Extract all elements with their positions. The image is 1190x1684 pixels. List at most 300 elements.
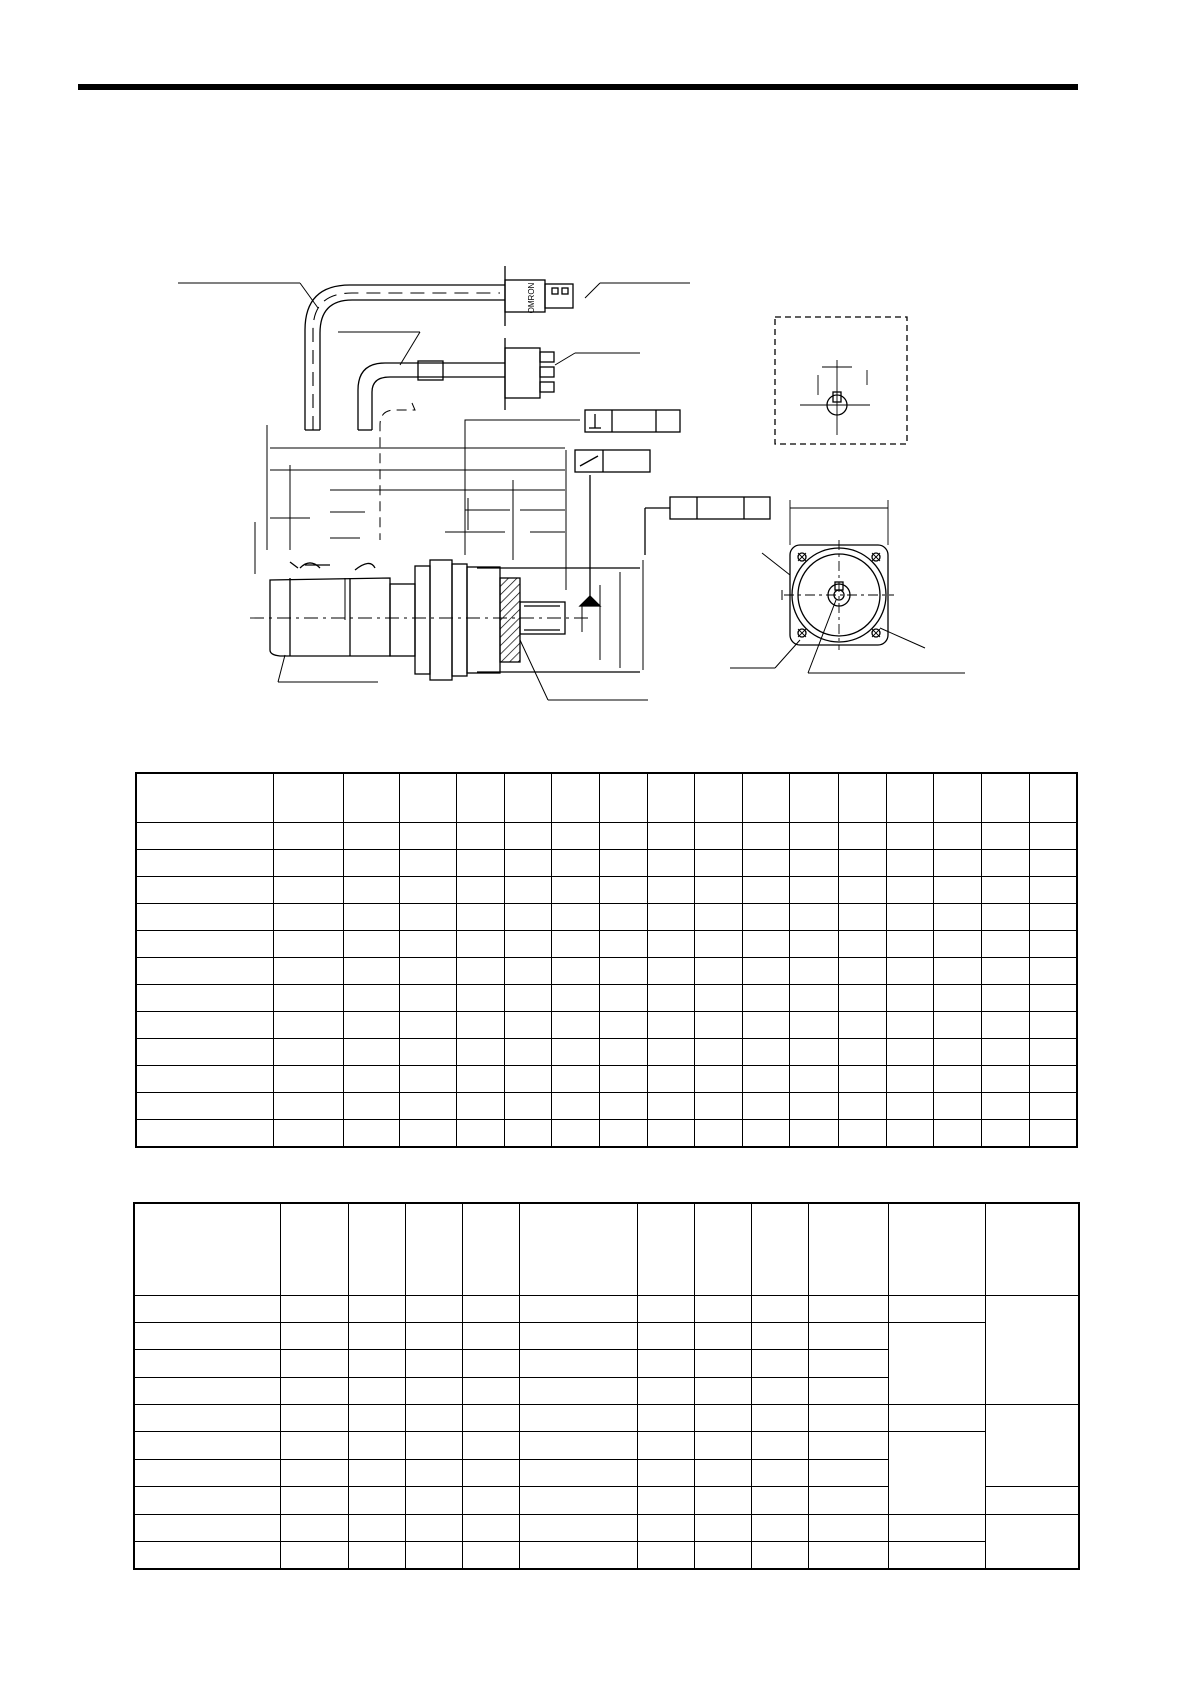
table-cell [743, 985, 790, 1012]
table-cell [273, 958, 343, 985]
table-cell [886, 1120, 933, 1147]
table-cell [504, 822, 551, 849]
table-cell [405, 1432, 462, 1459]
table-cell [695, 903, 743, 930]
table-cell [405, 1459, 462, 1486]
table-cell [136, 903, 273, 930]
table-cell [273, 1012, 343, 1039]
table-cell [808, 1487, 888, 1514]
table-cell [456, 1012, 504, 1039]
table-header-cell [637, 1203, 694, 1295]
table-cell [888, 1322, 985, 1404]
vertical-dimensions [255, 522, 643, 670]
table-cell [743, 876, 790, 903]
table-cell [637, 1459, 694, 1486]
table-cell [790, 1093, 838, 1120]
table-cell [751, 1487, 808, 1514]
table-row [136, 1012, 1077, 1039]
table-header-cell [400, 773, 456, 822]
table-row [134, 1432, 1079, 1459]
table-cell [551, 1066, 599, 1093]
table-cell [648, 1012, 695, 1039]
table-cell [1030, 958, 1077, 985]
table-cell [648, 1039, 695, 1066]
table-cell [273, 1039, 343, 1066]
table-cell [462, 1377, 519, 1404]
table-cell [694, 1542, 751, 1569]
table-cell [838, 876, 886, 903]
table-cell [400, 1120, 456, 1147]
table-cell [504, 1120, 551, 1147]
table-cell [519, 1432, 637, 1459]
table-cell [462, 1542, 519, 1569]
table-cell [1030, 985, 1077, 1012]
table-cell [933, 1120, 981, 1147]
table-cell [273, 1120, 343, 1147]
table-header-cell [933, 773, 981, 822]
table-cell [648, 876, 695, 903]
table-cell [462, 1514, 519, 1541]
table-header-cell [599, 773, 647, 822]
table-cell [551, 876, 599, 903]
table-cell [134, 1405, 280, 1432]
table-row [136, 1039, 1077, 1066]
table-cell [280, 1487, 348, 1514]
table-cell [273, 1093, 343, 1120]
table-row [134, 1405, 1079, 1432]
table-cell [344, 985, 400, 1012]
table-cell [886, 903, 933, 930]
table-cell [982, 1012, 1030, 1039]
tolerance-frames [575, 410, 770, 600]
table-header-cell [695, 773, 743, 822]
table-cell [695, 958, 743, 985]
table-cell [886, 849, 933, 876]
table-cell [280, 1432, 348, 1459]
table-cell [751, 1514, 808, 1541]
table-cell [838, 903, 886, 930]
table-cell [1030, 1066, 1077, 1093]
table-cell [695, 930, 743, 957]
motor-dimension-drawing [0, 0, 1190, 720]
table-cell [551, 903, 599, 930]
table-cell [400, 849, 456, 876]
table-header-cell [134, 1203, 280, 1295]
table-cell [808, 1432, 888, 1459]
table-cell [790, 1012, 838, 1039]
table-cell [933, 903, 981, 930]
table-cell [886, 930, 933, 957]
table-cell [400, 1039, 456, 1066]
table-cell [1030, 1120, 1077, 1147]
table-row [134, 1322, 1079, 1349]
table-cell [982, 985, 1030, 1012]
table-header-cell [462, 1203, 519, 1295]
table-cell [504, 849, 551, 876]
table-cell [344, 903, 400, 930]
table-cell [1030, 876, 1077, 903]
table-row [134, 1514, 1079, 1541]
table-cell [933, 1066, 981, 1093]
table-cell [519, 1295, 637, 1322]
table-cell [400, 822, 456, 849]
table-cell [599, 1066, 647, 1093]
table-cell [982, 903, 1030, 930]
table-cell [405, 1377, 462, 1404]
table-cell [504, 985, 551, 1012]
table-cell [551, 930, 599, 957]
table-cell [405, 1295, 462, 1322]
table-cell [599, 1012, 647, 1039]
table-cell [456, 1066, 504, 1093]
table-cell [280, 1514, 348, 1541]
table-cell [751, 1350, 808, 1377]
table-cell [456, 1120, 504, 1147]
table-cell [504, 1093, 551, 1120]
table-cell [280, 1405, 348, 1432]
table-header-cell [808, 1203, 888, 1295]
table-header-cell [551, 773, 599, 822]
table-cell [790, 1120, 838, 1147]
table-cell [648, 1066, 695, 1093]
table-cell [888, 1514, 985, 1541]
table-cell [599, 958, 647, 985]
table-cell [648, 985, 695, 1012]
table-cell [982, 1120, 1030, 1147]
table-cell [933, 876, 981, 903]
table-cell [695, 985, 743, 1012]
table-header-cell [790, 773, 838, 822]
table-cell [933, 985, 981, 1012]
table-header-cell [519, 1203, 637, 1295]
table-cell [743, 1093, 790, 1120]
table-row [136, 1120, 1077, 1147]
table-cell [462, 1432, 519, 1459]
table-cell [743, 849, 790, 876]
table-cell [405, 1350, 462, 1377]
table-cell [694, 1405, 751, 1432]
table-cell [694, 1432, 751, 1459]
table-cell [637, 1322, 694, 1349]
table-cell [504, 1012, 551, 1039]
table-cell [551, 1120, 599, 1147]
table-cell [348, 1514, 405, 1541]
table-cell [519, 1405, 637, 1432]
table-cell [1030, 849, 1077, 876]
table-cell [599, 930, 647, 957]
table-cell [134, 1432, 280, 1459]
table-cell [599, 1039, 647, 1066]
table-cell [886, 1039, 933, 1066]
bottom-leaders [278, 640, 648, 700]
table-header-cell [888, 1203, 985, 1295]
table-cell [933, 822, 981, 849]
table-header-cell [694, 1203, 751, 1295]
table-cell [838, 930, 886, 957]
dimensions-table-1 [135, 772, 1078, 1148]
table-cell [838, 985, 886, 1012]
table-row [136, 1066, 1077, 1093]
table-row [136, 985, 1077, 1012]
table-header-row [134, 1203, 1079, 1295]
table-cell [695, 1120, 743, 1147]
shaft-key-detail [775, 317, 907, 444]
table-cell [637, 1350, 694, 1377]
table-cell [551, 1012, 599, 1039]
table-cell [808, 1322, 888, 1349]
table-cell [519, 1514, 637, 1541]
table-cell [456, 876, 504, 903]
table-header-cell [273, 773, 343, 822]
table-cell [134, 1377, 280, 1404]
table-cell [751, 1542, 808, 1569]
table-cell [462, 1295, 519, 1322]
table-cell [933, 930, 981, 957]
table-cell [462, 1350, 519, 1377]
table-cell [348, 1377, 405, 1404]
table-cell [808, 1514, 888, 1541]
table-cell [551, 822, 599, 849]
table-cell [751, 1459, 808, 1486]
table-header-row [136, 773, 1077, 822]
table-cell [136, 1039, 273, 1066]
table-row [134, 1295, 1079, 1322]
table-cell [743, 958, 790, 985]
table-row [136, 958, 1077, 985]
table-cell [462, 1322, 519, 1349]
table-cell [280, 1322, 348, 1349]
table-cell [519, 1322, 637, 1349]
table-cell [134, 1350, 280, 1377]
table-cell [456, 1039, 504, 1066]
table-cell [344, 958, 400, 985]
table-cell [933, 849, 981, 876]
table-cell [743, 822, 790, 849]
table-cell [886, 876, 933, 903]
table-cell [695, 1039, 743, 1066]
table-cell [599, 876, 647, 903]
table-cell [743, 1120, 790, 1147]
table-cell [808, 1350, 888, 1377]
table-header-cell [348, 1203, 405, 1295]
table-cell [982, 876, 1030, 903]
table-cell [348, 1322, 405, 1349]
table-cell [743, 1039, 790, 1066]
table-cell [136, 958, 273, 985]
table-cell [985, 1295, 1079, 1405]
table-cell [751, 1322, 808, 1349]
table-cell [985, 1514, 1079, 1569]
table-row [136, 1093, 1077, 1120]
table-cell [743, 1012, 790, 1039]
table-cell [136, 1066, 273, 1093]
table-cell [695, 822, 743, 849]
table-cell [933, 1093, 981, 1120]
table-cell [1030, 930, 1077, 957]
table-header-cell [344, 773, 400, 822]
table-cell [273, 849, 343, 876]
table-cell [348, 1542, 405, 1569]
table-cell [790, 876, 838, 903]
table-cell [273, 876, 343, 903]
table-cell [344, 930, 400, 957]
table-header-cell [751, 1203, 808, 1295]
table-cell [637, 1295, 694, 1322]
table-row [136, 822, 1077, 849]
table-header-cell [1030, 773, 1077, 822]
table-cell [599, 985, 647, 1012]
table-cell [985, 1487, 1079, 1514]
table-cell [456, 930, 504, 957]
table-cell [348, 1487, 405, 1514]
table-cell [280, 1377, 348, 1404]
table-cell [790, 985, 838, 1012]
table-cell [1030, 1039, 1077, 1066]
table-cell [348, 1432, 405, 1459]
table-cell [982, 1093, 1030, 1120]
table-cell [985, 1405, 1079, 1487]
table-cell [808, 1405, 888, 1432]
table-cell [648, 1120, 695, 1147]
connector-marking: OMRON [527, 282, 536, 314]
table-cell [1030, 903, 1077, 930]
table-cell [551, 1093, 599, 1120]
table-cell [695, 1066, 743, 1093]
table-cell [400, 1012, 456, 1039]
table-header-cell [504, 773, 551, 822]
table-cell [348, 1350, 405, 1377]
table-cell [886, 985, 933, 1012]
table-cell [519, 1542, 637, 1569]
table-cell [400, 930, 456, 957]
table-cell [886, 822, 933, 849]
table-cell [136, 876, 273, 903]
table-cell [551, 849, 599, 876]
table-cell [456, 1093, 504, 1120]
table-cell [456, 849, 504, 876]
table-cell [348, 1405, 405, 1432]
table-cell [280, 1542, 348, 1569]
table-cell [838, 849, 886, 876]
table-cell [136, 1120, 273, 1147]
table-cell [599, 849, 647, 876]
table-cell [694, 1487, 751, 1514]
table-header-cell [136, 773, 273, 822]
table-cell [886, 1093, 933, 1120]
table-cell [808, 1542, 888, 1569]
table-cell [933, 958, 981, 985]
table-cell [648, 822, 695, 849]
table-cell [637, 1514, 694, 1541]
table-row [134, 1542, 1079, 1569]
table-cell [751, 1432, 808, 1459]
table-cell [838, 1093, 886, 1120]
table-cell [694, 1295, 751, 1322]
table-cell [838, 1120, 886, 1147]
table-cell [344, 1066, 400, 1093]
table-cell [982, 930, 1030, 957]
table-cell [838, 1066, 886, 1093]
table-cell [400, 958, 456, 985]
table-cell [886, 958, 933, 985]
table-cell [348, 1295, 405, 1322]
table-cell [519, 1377, 637, 1404]
table-cell [790, 1066, 838, 1093]
table-cell [838, 1039, 886, 1066]
table-cell [136, 1012, 273, 1039]
leader-lines [178, 283, 690, 545]
table-cell [790, 930, 838, 957]
table-cell [280, 1459, 348, 1486]
table-cell [982, 1039, 1030, 1066]
table-cell [280, 1350, 348, 1377]
table-cell [637, 1542, 694, 1569]
table-cell [400, 876, 456, 903]
table-cell [790, 1039, 838, 1066]
table-cell [519, 1350, 637, 1377]
table-cell [695, 1012, 743, 1039]
table-cell [808, 1459, 888, 1486]
table-cell [136, 930, 273, 957]
table-header-cell [838, 773, 886, 822]
table-cell [695, 1093, 743, 1120]
table-cell [504, 903, 551, 930]
table-header-cell [985, 1203, 1079, 1295]
table-cell [519, 1459, 637, 1486]
table-cell [456, 822, 504, 849]
table-row [136, 930, 1077, 957]
table-cell [933, 1039, 981, 1066]
table-cell [134, 1322, 280, 1349]
table-cell [134, 1295, 280, 1322]
table-cell [1030, 1012, 1077, 1039]
table-cell [751, 1295, 808, 1322]
table-cell [344, 849, 400, 876]
table-header-cell [280, 1203, 348, 1295]
table-cell [599, 903, 647, 930]
table-cell [456, 958, 504, 985]
table-cell [134, 1542, 280, 1569]
table-cell [400, 903, 456, 930]
table-cell [790, 903, 838, 930]
table-cell [599, 1093, 647, 1120]
table-cell [462, 1459, 519, 1486]
table-cell [405, 1514, 462, 1541]
table-cell [405, 1542, 462, 1569]
table-header-cell [886, 773, 933, 822]
table-cell [344, 1093, 400, 1120]
table-cell [648, 958, 695, 985]
table-cell [504, 958, 551, 985]
table-cell [648, 930, 695, 957]
table-cell [808, 1377, 888, 1404]
encoder-connector [505, 266, 573, 326]
table-cell [405, 1322, 462, 1349]
table-cell [838, 1012, 886, 1039]
table-cell [551, 1039, 599, 1066]
table-cell [348, 1459, 405, 1486]
table-cell [344, 1039, 400, 1066]
table-cell [790, 822, 838, 849]
table-cell [599, 1120, 647, 1147]
table-cell [888, 1405, 985, 1432]
table-cell [982, 849, 1030, 876]
table-cell [462, 1405, 519, 1432]
table-cell [694, 1459, 751, 1486]
table-row [136, 876, 1077, 903]
table-cell [273, 985, 343, 1012]
table-cell [1030, 822, 1077, 849]
